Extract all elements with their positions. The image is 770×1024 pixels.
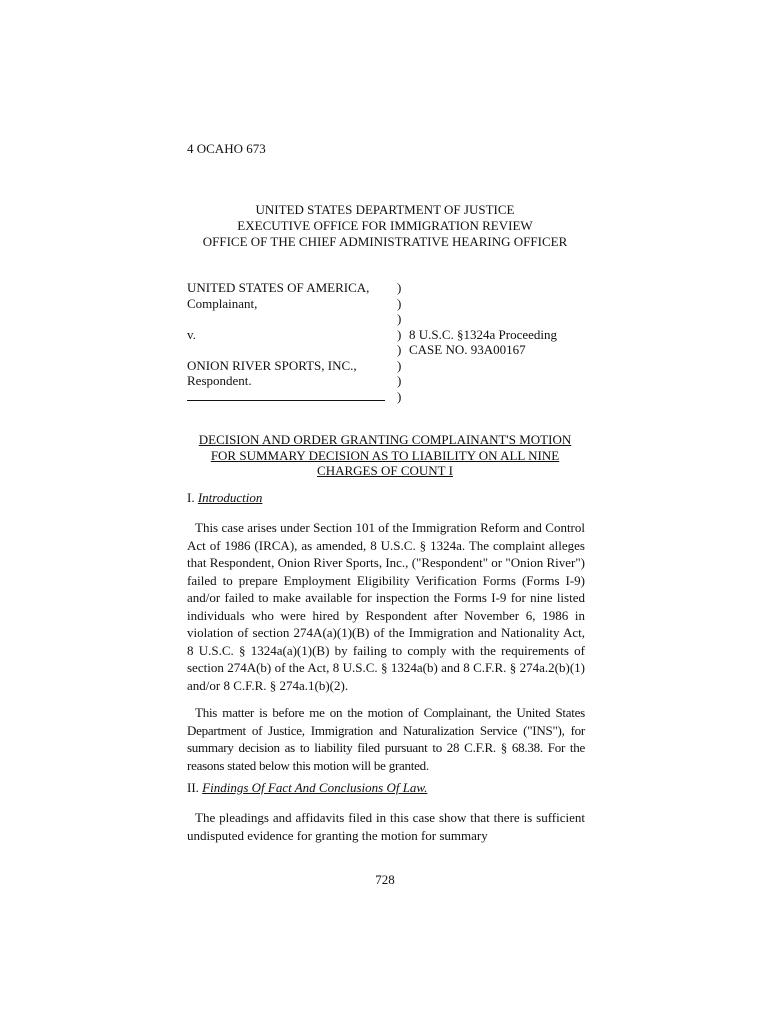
agency-line: EXECUTIVE OFFICE FOR IMMIGRATION REVIEW (237, 218, 533, 233)
section-heading-introduction (187, 490, 262, 506)
paragraph-motion: This matter is before me on the motion of Complainant, the United States Department of Justice, Immigration and Naturalization Service ("INS"), for summary decision as to liability filed pursuant to 28 C.F.R. § 68.38. For the reasons stated below this motion will be granted. (187, 705, 585, 773)
caption-row (187, 358, 587, 374)
caption-info (407, 296, 409, 312)
section-title: Introduction (197, 490, 263, 505)
paragraph-findings: The pleadings and affidavits filed in this case show that there is sufficient undisputed evidence for granting the motion for summary (187, 810, 585, 843)
agency-line: OFFICE OF THE CHIEF ADMINISTRATIVE HEARING OFFICER (202, 234, 568, 249)
caption-party (187, 311, 397, 327)
decision-title (187, 432, 583, 479)
caption-info (407, 280, 409, 296)
caption-paren: ) (397, 311, 402, 326)
decision-title-line: FOR SUMMARY DECISION AS TO LIABILITY ON ALL NINE (210, 447, 560, 463)
caption-info (407, 311, 409, 327)
caption-row (187, 296, 587, 312)
caption-paren: ) (397, 295, 402, 311)
caption-party: UNITED STATES OF AMERICA, (187, 280, 370, 295)
caption-party (187, 342, 397, 358)
caption-row (187, 373, 587, 389)
caption-paren: ) (397, 373, 402, 388)
page-number: 728 (375, 872, 395, 887)
caption-paren: ) (397, 388, 402, 404)
section-title: Findings Of Fact And Conclusions Of Law. (202, 780, 428, 795)
agency-line: UNITED STATES DEPARTMENT OF JUSTICE (255, 202, 515, 217)
caption-row (187, 311, 587, 327)
decision-title-line: DECISION AND ORDER GRANTING COMPLAINANT'S MOTION (198, 432, 572, 447)
caption-row (187, 327, 587, 343)
caption-row (187, 342, 587, 358)
decision-title-line: CHARGES OF COUNT I (317, 463, 453, 478)
paragraph-introduction: This case arises under Section 101 of the Immigration Reform and Control Act of 1986 (IRCA), as amended, 8 U.S.C. § 1324a. The complaint alleges that Respondent, Onion River Sports, Inc., ("Respondent" or "Onion River") failed to prepare Employment Eligibility Verification Forms (Forms I-9) and/or failed to make available for inspection the Forms I-9 for nine listed individuals who were hired by Respondent after November 6, 1986 in violation of section 274A(a)(1)(B) of the Immigration and Nationality Act, 8 U.S.C. § 1324a(a)(1)(B) by failing to comply with the requirements of section 274A(b) of the Act, 8 U.S.C. § 1324a(b) and 8 C.F.R. § 274a.2(b)(1) and/or 8 C.F.R. § 274a.1(b)(2). (187, 520, 585, 693)
proceeding-type: 8 U.S.C. §1324a Proceeding (409, 326, 558, 342)
section-number: I. (187, 490, 195, 505)
caption-paren: ) (397, 342, 402, 357)
section-number: II. (187, 780, 199, 795)
case-caption (187, 280, 587, 404)
section-heading-findings (187, 780, 427, 796)
caption-row (187, 389, 587, 405)
caption-info (407, 373, 409, 389)
caption-party: v. (187, 326, 196, 342)
caption-party: Respondent. (187, 373, 252, 388)
caption-party: ONION RIVER SPORTS, INC., (187, 357, 357, 373)
caption-signature-line (187, 389, 397, 405)
caption-info (407, 358, 409, 374)
agency-heading (187, 202, 583, 250)
case-number: CASE NO. 93A00167 (409, 342, 526, 357)
signature-rule (187, 389, 385, 401)
caption-paren: ) (397, 280, 402, 295)
caption-paren: ) (397, 357, 402, 373)
case-citation: 4 OCAHO 673 (187, 141, 266, 156)
caption-paren: ) (397, 326, 402, 342)
caption-row (187, 280, 587, 296)
caption-party: Complainant, (187, 295, 258, 311)
